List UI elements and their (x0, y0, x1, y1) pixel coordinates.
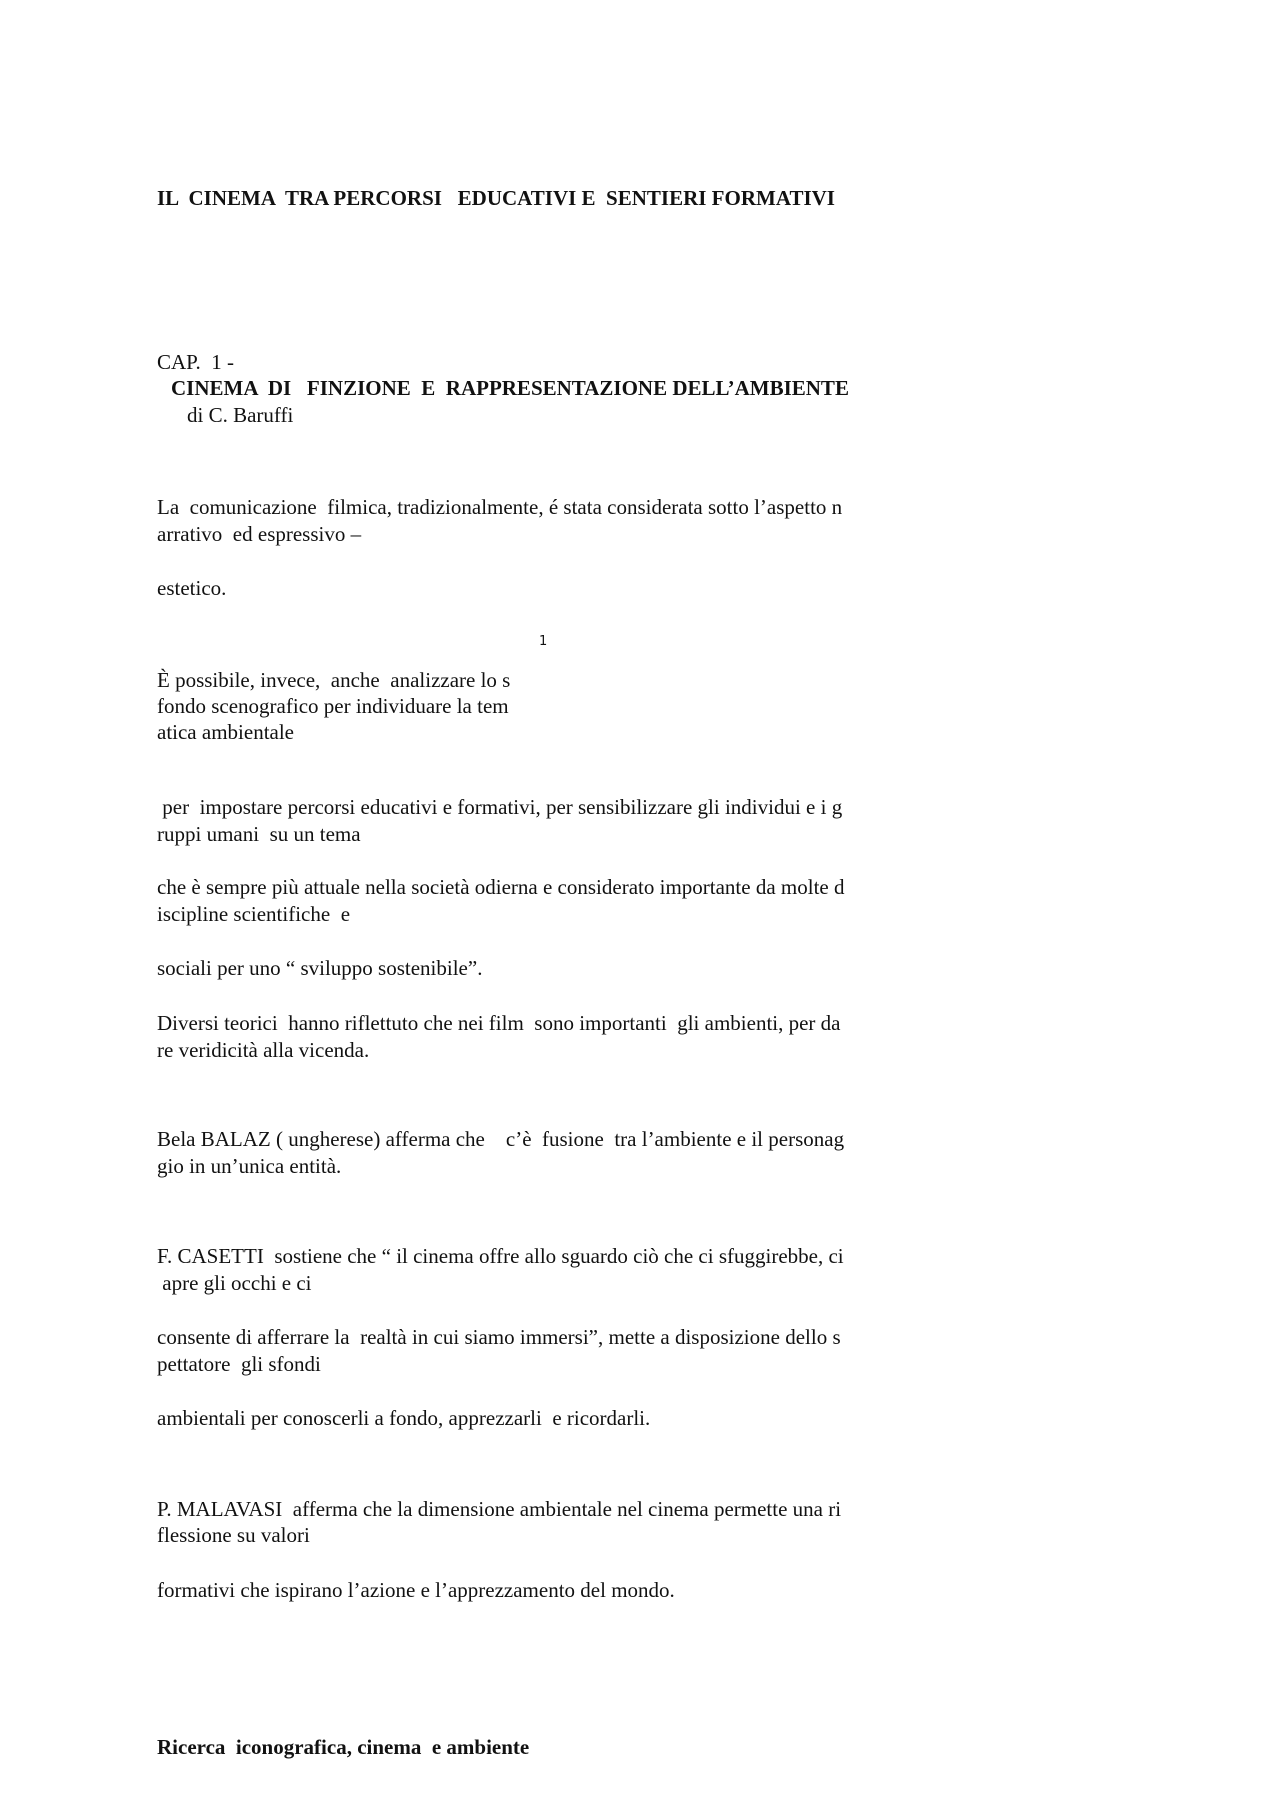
body-line: pettatore gli sfondi (157, 1352, 321, 1376)
body-line: re veridicità alla vicenda. (157, 1038, 370, 1062)
body-line: P. MALAVASI afferma che la dimensione ambientale nel cinema permette una ri (157, 1497, 842, 1521)
body-line: che è sempre più attuale nella società odierna e considerato importante da molte d (157, 875, 845, 899)
document-title: IL CINEMA TRA PERCORSI EDUCATIVI E SENTIERI FORMATIVI (157, 186, 835, 210)
chapter-label: CAP. 1 - (157, 350, 235, 374)
body-line: ambientali per conoscerli a fondo, apprezzarli e ricordarli. (157, 1406, 651, 1430)
body-line: arrativo ed espressivo – (157, 522, 362, 546)
section-heading: Ricerca iconografica, cinema e ambiente (157, 1735, 530, 1759)
body-line: Diversi teorici hanno riflettuto che nei film sono importanti gli ambienti, per da (157, 1011, 841, 1035)
body-line: apre gli occhi e ci (157, 1271, 312, 1295)
body-line: sociali per uno “ sviluppo sostenibile”. (157, 956, 483, 980)
footnote-marker: 1 (539, 634, 548, 649)
body-line: È possibile, invece, anche analizzare lo s (157, 668, 511, 692)
body-line: formativi che ispirano l’azione e l’apprezzamento del mondo. (157, 1578, 675, 1602)
body-line: fondo scenografico per individuare la tem (157, 694, 509, 718)
body-line: consente di afferrare la realtà in cui siamo immersi”, mette a disposizione dello s (157, 1325, 841, 1349)
body-line: estetico. (157, 576, 227, 600)
body-line: iscipline scientifiche e (157, 902, 351, 926)
body-line: atica ambientale (157, 720, 295, 744)
body-line: per impostare percorsi educativi e formativi, per sensibilizzare gli individui e i g (157, 795, 843, 819)
author-line: di C. Baruffi (187, 403, 294, 427)
body-line: gio in un’unica entità. (157, 1154, 342, 1178)
body-line: Bela BALAZ ( ungherese) afferma che c’è fusione tra l’ambiente e il personag (157, 1127, 845, 1151)
body-line: La comunicazione filmica, tradizionalmente, é stata considerata sotto l’aspetto n (157, 495, 843, 519)
body-line: ruppi umani su un tema (157, 822, 361, 846)
chapter-title: CINEMA DI FINZIONE E RAPPRESENTAZIONE DELL’AMBIENTE (171, 376, 849, 400)
body-line: flessione su valori (157, 1523, 310, 1547)
body-line: F. CASETTI sostiene che “ il cinema offre allo sguardo ciò che ci sfuggirebbe, ci (157, 1244, 844, 1268)
